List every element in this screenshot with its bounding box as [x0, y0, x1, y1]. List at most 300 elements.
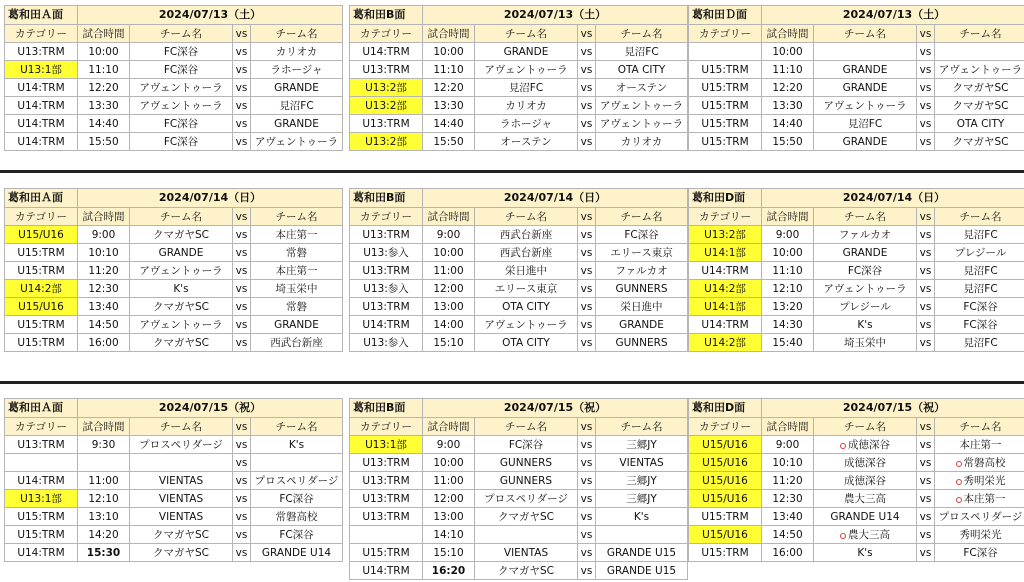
time-cell: 10:00: [78, 43, 130, 61]
time-cell: 14:40: [423, 115, 475, 133]
category-header: カテゴリー: [350, 208, 423, 226]
vs-cell: vs: [233, 544, 251, 562]
away-team-cell: オーステン: [596, 79, 688, 97]
category-cell: U14:2部: [689, 334, 762, 352]
home-team-cell: アヴェントゥーラ: [130, 79, 233, 97]
schedule-table: [349, 398, 688, 580]
category-cell: U13:TRM: [350, 454, 423, 472]
vs-cell: vs: [917, 79, 935, 97]
time-cell: 13:00: [423, 508, 475, 526]
match-row: [689, 454, 1024, 472]
category-cell: U14:TRM: [350, 562, 423, 580]
match-row: [350, 436, 688, 454]
home-team-cell: 見沼FC: [814, 115, 917, 133]
category-cell: U13:参入: [350, 334, 423, 352]
away-team-cell: K's: [251, 436, 343, 454]
team-name-text: 成徳深谷: [848, 438, 890, 451]
category-cell: U15:TRM: [5, 262, 78, 280]
vs-cell: vs: [233, 133, 251, 151]
date-title: 2024/07/15（祝）: [423, 399, 688, 418]
match-row: [689, 472, 1024, 490]
category-cell: U14:TRM: [689, 262, 762, 280]
venue-title: 葛和田D面: [689, 399, 762, 418]
match-row: [5, 97, 343, 115]
vs-header: vs: [917, 25, 935, 43]
time-header: 試合時間: [762, 418, 814, 436]
away-team-cell: 本庄第一: [935, 436, 1024, 454]
time-cell: 15:10: [423, 544, 475, 562]
time-cell: 15:40: [762, 334, 814, 352]
venue-title: 葛和田B面: [350, 6, 423, 25]
vs-cell: vs: [578, 508, 596, 526]
home-team-cell: ファルカオ: [814, 226, 917, 244]
match-row: [350, 262, 688, 280]
time-cell: 10:00: [423, 244, 475, 262]
category-cell: U15:TRM: [5, 244, 78, 262]
schedule-table: [349, 188, 688, 352]
away-team-cell: GRANDE U15: [596, 544, 688, 562]
time-cell: 13:40: [78, 298, 130, 316]
match-row: [5, 244, 343, 262]
category-cell: U13:2部: [689, 226, 762, 244]
vs-cell: vs: [578, 316, 596, 334]
category-cell: U14:TRM: [5, 133, 78, 151]
time-cell: 14:10: [423, 526, 475, 544]
home-team-cell: カリオカ: [475, 97, 578, 115]
circle-mark-icon: [956, 497, 962, 503]
time-cell: 13:30: [762, 97, 814, 115]
vs-cell: vs: [578, 472, 596, 490]
away-team-cell: ラホージャ: [251, 61, 343, 79]
home-team-cell: 栄日進中: [475, 262, 578, 280]
category-cell: U15/U16: [5, 298, 78, 316]
category-cell: U15:TRM: [350, 544, 423, 562]
home-team-cell: アヴェントゥーラ: [814, 97, 917, 115]
match-row: [350, 562, 688, 580]
home-team-cell: クマガヤSC: [475, 562, 578, 580]
home-team-cell: 成徳深谷: [814, 472, 917, 490]
time-cell: 12:20: [78, 79, 130, 97]
away-team-cell: OTA CITY: [596, 61, 688, 79]
home-team-cell: アヴェントゥーラ: [130, 316, 233, 334]
match-row: [5, 508, 343, 526]
category-cell: U15:TRM: [5, 334, 78, 352]
vs-cell: vs: [233, 97, 251, 115]
away-team-cell: 見沼FC: [935, 226, 1024, 244]
match-row: [350, 316, 688, 334]
section-divider: [0, 170, 1024, 173]
match-row: [5, 298, 343, 316]
vs-cell: vs: [233, 298, 251, 316]
away-team-cell: FC深谷: [251, 490, 343, 508]
match-row: [350, 133, 688, 151]
match-row: [5, 280, 343, 298]
match-row: [5, 43, 343, 61]
category-cell: U14:TRM: [5, 472, 78, 490]
home-team-cell: [814, 436, 917, 454]
category-cell: U15/U16: [689, 490, 762, 508]
vs-cell: vs: [917, 226, 935, 244]
home-team-cell: K's: [130, 280, 233, 298]
team-name-text: 常磐高校: [963, 456, 1006, 469]
time-cell: 11:00: [423, 472, 475, 490]
match-row: [350, 280, 688, 298]
home-team-cell: FC深谷: [130, 133, 233, 151]
home-team-cell: VIENTAS: [130, 472, 233, 490]
vs-cell: vs: [578, 79, 596, 97]
vs-cell: vs: [917, 544, 935, 562]
home-team-cell: GRANDE: [130, 244, 233, 262]
away-team-cell: 栄日進中: [596, 298, 688, 316]
home-team-cell: クマガヤSC: [130, 544, 233, 562]
vs-cell: vs: [233, 115, 251, 133]
away-team-cell: [935, 43, 1024, 61]
venue-title: 葛和田B面: [350, 399, 423, 418]
category-header: カテゴリー: [350, 418, 423, 436]
match-row: [350, 43, 688, 61]
time-cell: 12:30: [762, 490, 814, 508]
home-team-cell: 西武台新座: [475, 226, 578, 244]
category-cell: U15:TRM: [689, 133, 762, 151]
date-title: 2024/07/13（土）: [423, 6, 688, 25]
time-cell: 15:10: [423, 334, 475, 352]
category-cell: [5, 454, 78, 472]
home-team-cell: GRANDE: [814, 61, 917, 79]
vs-cell: vs: [233, 79, 251, 97]
category-cell: U15/U16: [689, 436, 762, 454]
category-cell: U13:TRM: [350, 508, 423, 526]
home-team-cell: [130, 454, 233, 472]
match-row: [689, 526, 1024, 544]
vs-cell: vs: [233, 262, 251, 280]
time-cell: 11:20: [762, 472, 814, 490]
vs-cell: vs: [233, 316, 251, 334]
match-row: [689, 334, 1024, 352]
vs-header: vs: [233, 25, 251, 43]
home-team-cell: GRANDE: [814, 244, 917, 262]
category-cell: U15:TRM: [5, 316, 78, 334]
team-header: チーム名: [130, 25, 233, 43]
away-team-cell: 見沼FC: [935, 262, 1024, 280]
schedule-table: [4, 398, 343, 562]
match-row: [350, 244, 688, 262]
time-cell: 11:00: [423, 262, 475, 280]
date-title: 2024/07/14（日）: [762, 189, 1024, 208]
time-cell: 10:10: [78, 244, 130, 262]
category-cell: U15/U16: [5, 226, 78, 244]
match-row: [350, 454, 688, 472]
time-cell: 13:30: [423, 97, 475, 115]
venue-title: 葛和田Ａ面: [5, 399, 78, 418]
vs-cell: vs: [917, 115, 935, 133]
away-team-cell: FC深谷: [935, 316, 1024, 334]
category-cell: U15:TRM: [5, 508, 78, 526]
time-cell: 14:40: [78, 115, 130, 133]
team-header: チーム名: [935, 418, 1024, 436]
time-cell: 12:20: [423, 79, 475, 97]
home-team-cell: 埼玉栄中: [814, 334, 917, 352]
category-cell: U13:TRM: [350, 298, 423, 316]
vs-cell: vs: [233, 454, 251, 472]
match-row: [350, 79, 688, 97]
vs-cell: vs: [917, 61, 935, 79]
away-team-cell: 秀明栄光: [935, 526, 1024, 544]
vs-cell: vs: [233, 508, 251, 526]
team-header: チーム名: [814, 208, 917, 226]
section-divider: [0, 381, 1024, 384]
vs-cell: vs: [578, 97, 596, 115]
match-row: [350, 115, 688, 133]
vs-header: vs: [233, 418, 251, 436]
time-header: 試合時間: [78, 25, 130, 43]
home-team-cell: GUNNERS: [475, 454, 578, 472]
home-team-cell: アヴェントゥーラ: [475, 61, 578, 79]
away-team-cell: アヴェントゥーラ: [596, 115, 688, 133]
time-cell: 10:00: [423, 43, 475, 61]
schedule-table: [4, 188, 343, 352]
away-team-cell: [935, 454, 1024, 472]
match-row: [689, 508, 1024, 526]
time-cell: 12:10: [78, 490, 130, 508]
away-team-cell: 三郷JY: [596, 490, 688, 508]
vs-cell: vs: [917, 133, 935, 151]
vs-cell: vs: [917, 43, 935, 61]
team-name-text: 秀明栄光: [963, 474, 1006, 487]
home-team-cell: プロスペリダージ: [475, 490, 578, 508]
category-cell: [689, 43, 762, 61]
category-cell: U13:TRM: [5, 436, 78, 454]
match-row: [5, 436, 343, 454]
away-team-cell: GRANDE U14: [251, 544, 343, 562]
away-team-cell: VIENTAS: [596, 454, 688, 472]
venue-title: 葛和田Ａ面: [5, 6, 78, 25]
match-row: [689, 115, 1024, 133]
date-title: 2024/07/15（祝）: [78, 399, 343, 418]
home-team-cell: VIENTAS: [130, 490, 233, 508]
time-cell: 12:00: [423, 490, 475, 508]
away-team-cell: アヴェントゥーラ: [935, 61, 1024, 79]
home-team-cell: VIENTAS: [130, 508, 233, 526]
vs-cell: vs: [233, 226, 251, 244]
away-team-cell: プロスペリダージ: [935, 508, 1024, 526]
vs-cell: vs: [917, 298, 935, 316]
vs-cell: vs: [917, 97, 935, 115]
match-row: [689, 79, 1024, 97]
away-team-cell: 西武台新座: [251, 334, 343, 352]
team-header: チーム名: [596, 418, 688, 436]
away-team-cell: [935, 472, 1024, 490]
team-name-text: 本庄第一: [963, 492, 1006, 505]
category-cell: U14:TRM: [689, 316, 762, 334]
away-team-cell: アヴェントゥーラ: [251, 133, 343, 151]
vs-cell: vs: [233, 334, 251, 352]
category-cell: U15:TRM: [689, 508, 762, 526]
away-team-cell: プロスペリダージ: [251, 472, 343, 490]
match-row: [5, 79, 343, 97]
vs-cell: vs: [233, 526, 251, 544]
vs-cell: vs: [578, 334, 596, 352]
time-cell: 10:00: [762, 244, 814, 262]
time-header: 試合時間: [423, 208, 475, 226]
home-team-cell: クマガヤSC: [130, 334, 233, 352]
time-cell: 15:30: [78, 544, 130, 562]
time-cell: 13:20: [762, 298, 814, 316]
away-team-cell: [935, 490, 1024, 508]
time-cell: 11:10: [423, 61, 475, 79]
category-cell: [350, 526, 423, 544]
home-team-cell: OTA CITY: [475, 298, 578, 316]
category-cell: U13:TRM: [350, 262, 423, 280]
time-cell: 12:20: [762, 79, 814, 97]
vs-cell: vs: [233, 436, 251, 454]
category-header: カテゴリー: [350, 25, 423, 43]
time-cell: 16:00: [762, 544, 814, 562]
vs-cell: vs: [578, 133, 596, 151]
vs-cell: vs: [233, 61, 251, 79]
category-header: カテゴリー: [5, 208, 78, 226]
away-team-cell: OTA CITY: [935, 115, 1024, 133]
category-cell: U14:TRM: [5, 97, 78, 115]
category-cell: U13:TRM: [350, 226, 423, 244]
away-team-cell: 埼玉栄中: [251, 280, 343, 298]
match-row: [689, 316, 1024, 334]
away-team-cell: GRANDE: [596, 316, 688, 334]
match-row: [350, 544, 688, 562]
vs-cell: vs: [233, 43, 251, 61]
vs-cell: vs: [917, 454, 935, 472]
home-team-cell: FC深谷: [130, 115, 233, 133]
away-team-cell: クマガヤSC: [935, 97, 1024, 115]
schedule-table: [688, 398, 1024, 562]
vs-cell: vs: [578, 226, 596, 244]
vs-cell: vs: [917, 334, 935, 352]
away-team-cell: FC深谷: [251, 526, 343, 544]
home-team-cell: FC深谷: [475, 436, 578, 454]
time-header: 試合時間: [78, 208, 130, 226]
match-row: [689, 97, 1024, 115]
home-team-cell: 見沼FC: [475, 79, 578, 97]
category-cell: U13:TRM: [5, 43, 78, 61]
category-cell: U13:TRM: [350, 490, 423, 508]
venue-title: 葛和田Ａ面: [5, 189, 78, 208]
time-cell: 9:00: [762, 226, 814, 244]
home-team-cell: FC深谷: [130, 43, 233, 61]
time-cell: 9:00: [423, 436, 475, 454]
home-team-cell: GRANDE: [814, 133, 917, 151]
vs-cell: vs: [578, 526, 596, 544]
time-cell: 11:00: [78, 472, 130, 490]
date-title: 2024/07/14（日）: [423, 189, 688, 208]
time-cell: 13:40: [762, 508, 814, 526]
team-header: チーム名: [935, 25, 1024, 43]
match-row: [5, 262, 343, 280]
date-title: 2024/07/15（祝）: [762, 399, 1024, 418]
away-team-cell: 見沼FC: [935, 334, 1024, 352]
home-team-cell: 農大三高: [814, 490, 917, 508]
category-cell: U14:2部: [689, 280, 762, 298]
time-cell: 13:00: [423, 298, 475, 316]
category-cell: U15/U16: [689, 472, 762, 490]
time-cell: 14:50: [762, 526, 814, 544]
time-cell: 9:00: [423, 226, 475, 244]
team-header: チーム名: [251, 208, 343, 226]
match-row: [5, 115, 343, 133]
match-row: [350, 334, 688, 352]
category-cell: U13:2部: [350, 79, 423, 97]
away-team-cell: ファルカオ: [596, 262, 688, 280]
venue-title: 葛和田D面: [689, 189, 762, 208]
away-team-cell: 本庄第一: [251, 262, 343, 280]
circle-mark-icon: [840, 443, 846, 449]
vs-cell: vs: [917, 472, 935, 490]
category-header: カテゴリー: [689, 208, 762, 226]
match-row: [350, 226, 688, 244]
category-cell: U15:TRM: [689, 79, 762, 97]
schedule-table: [4, 5, 343, 151]
team-header: チーム名: [475, 418, 578, 436]
away-team-cell: K's: [596, 508, 688, 526]
match-row: [689, 133, 1024, 151]
team-header: チーム名: [130, 418, 233, 436]
time-header: 試合時間: [423, 25, 475, 43]
match-row: [5, 61, 343, 79]
category-cell: U15:TRM: [5, 526, 78, 544]
category-cell: U15:TRM: [689, 544, 762, 562]
away-team-cell: クマガヤSC: [935, 79, 1024, 97]
match-row: [5, 544, 343, 562]
time-cell: 9:00: [762, 436, 814, 454]
time-cell: 16:00: [78, 334, 130, 352]
away-team-cell: エリース東京: [596, 244, 688, 262]
home-team-cell: プレジール: [814, 298, 917, 316]
away-team-cell: 見沼FC: [935, 280, 1024, 298]
match-row: [5, 226, 343, 244]
away-team-cell: GRANDE: [251, 316, 343, 334]
category-cell: U14:TRM: [5, 115, 78, 133]
vs-cell: vs: [578, 280, 596, 298]
vs-cell: vs: [917, 244, 935, 262]
category-cell: U14:2部: [5, 280, 78, 298]
schedule-table: [688, 5, 1024, 151]
match-row: [689, 262, 1024, 280]
match-row: [689, 43, 1024, 61]
time-header: 試合時間: [762, 25, 814, 43]
schedule-table: [688, 188, 1024, 352]
time-cell: 16:20: [423, 562, 475, 580]
vs-cell: vs: [917, 316, 935, 334]
home-team-cell: GRANDE: [475, 43, 578, 61]
vs-cell: vs: [578, 115, 596, 133]
time-cell: 10:00: [762, 43, 814, 61]
away-team-cell: GRANDE: [251, 115, 343, 133]
vs-cell: vs: [578, 544, 596, 562]
category-cell: U13:1部: [5, 61, 78, 79]
home-team-cell: [814, 43, 917, 61]
home-team-cell: GRANDE U14: [814, 508, 917, 526]
away-team-cell: GUNNERS: [596, 280, 688, 298]
home-team-cell: アヴェントゥーラ: [130, 97, 233, 115]
date-title: 2024/07/13（土）: [762, 6, 1024, 25]
away-team-cell: FC深谷: [935, 544, 1024, 562]
away-team-cell: アヴェントゥーラ: [596, 97, 688, 115]
vs-cell: vs: [578, 562, 596, 580]
vs-header: vs: [578, 208, 596, 226]
category-header: カテゴリー: [689, 25, 762, 43]
team-header: チーム名: [475, 25, 578, 43]
time-cell: 13:10: [78, 508, 130, 526]
match-row: [350, 97, 688, 115]
category-cell: U14:1部: [689, 298, 762, 316]
